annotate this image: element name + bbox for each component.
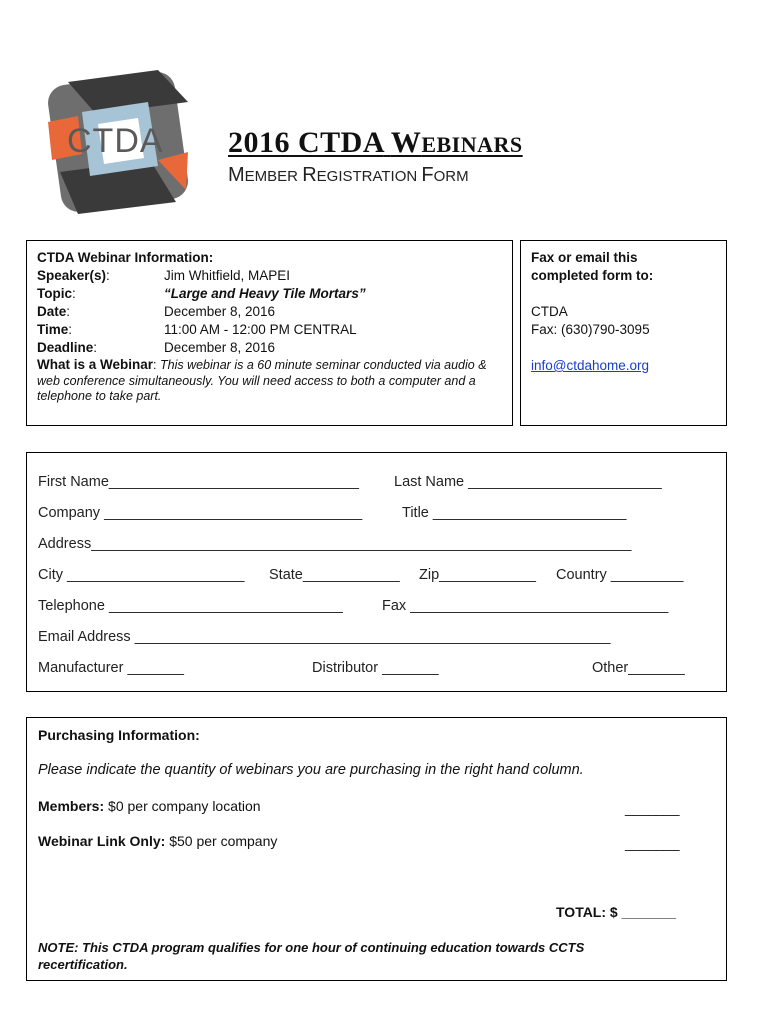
distributor-field[interactable]: Distributor _______ <box>312 660 439 676</box>
state-field[interactable]: State____________ <box>269 567 400 583</box>
purchasing-instruction: Please indicate the quantity of webinars you are purchasing in the right hand column. <box>38 762 584 778</box>
info-row-deadline: Deadline: December 8, 2016 <box>37 340 276 355</box>
webinar-description: What is a Webinar: This webinar is a 60 minute seminar conducted via audio & web conference simultaneously. You will need access to both a computer and a telephone to take part. <box>37 357 487 403</box>
zip-field[interactable]: Zip____________ <box>419 567 536 583</box>
fax-email-box <box>520 240 727 426</box>
purchasing-info-box <box>26 717 727 981</box>
other-field[interactable]: Other_______ <box>592 660 685 676</box>
note-line-2: recertification. <box>38 957 128 972</box>
country-field[interactable]: Country _________ <box>556 567 684 583</box>
telephone-field[interactable]: Telephone _____________________________ <box>38 598 343 614</box>
page-subtitle: MEMBER REGISTRATION FORM <box>228 164 469 186</box>
members-line: Members: $0 per company location <box>38 798 261 814</box>
company-field[interactable]: Company ________________________________ <box>38 505 363 521</box>
page-title: 2016 CTDA WEBINARS <box>228 126 523 159</box>
last-name-field[interactable]: Last Name ________________________ <box>394 474 662 490</box>
webinar-link-quantity-field[interactable]: _______ <box>625 835 680 851</box>
total-field[interactable]: TOTAL: $ _______ <box>556 904 677 920</box>
note-line-1: NOTE: This CTDA program qualifies for one hour of continuing education towards CCTS <box>38 940 585 955</box>
info-row-topic: Topic: “Large and Heavy Tile Mortars” <box>37 286 366 301</box>
members-quantity-field[interactable]: _______ <box>625 800 680 816</box>
address-field[interactable]: Address___________________________________________________________________ <box>38 536 632 552</box>
webinar-info-box <box>26 240 513 426</box>
purchasing-heading: Purchasing Information: <box>38 727 200 743</box>
info-row-time: Time: 11:00 AM - 12:00 PM CENTRAL <box>37 322 357 337</box>
fax-heading-1: Fax or email this <box>531 250 638 265</box>
fax-field[interactable]: Fax ________________________________ <box>382 598 669 614</box>
email-address-field[interactable]: Email Address ___________________________________________________________ <box>38 629 611 645</box>
webinar-info-heading: CTDA Webinar Information: <box>37 250 214 265</box>
email-link[interactable]: info@ctdahome.org <box>531 358 650 373</box>
fax-org: CTDA <box>531 304 568 319</box>
info-row-speaker: Speaker(s): Jim Whitfield, MAPEI <box>37 268 291 283</box>
logo-text: CTDA <box>67 122 164 160</box>
fax-heading-2: completed form to: <box>531 268 654 283</box>
first-name-field[interactable]: First Name_______________________________ <box>38 474 359 490</box>
fax-number: Fax: (630)790-3095 <box>531 322 650 337</box>
manufacturer-field[interactable]: Manufacturer _______ <box>38 660 184 676</box>
info-row-date: Date: December 8, 2016 <box>37 304 276 319</box>
city-field[interactable]: City ______________________ <box>38 567 245 583</box>
registration-form-box <box>26 452 727 692</box>
title-field[interactable]: Title ________________________ <box>402 505 627 521</box>
webinar-link-line: Webinar Link Only: $50 per company <box>38 833 278 849</box>
